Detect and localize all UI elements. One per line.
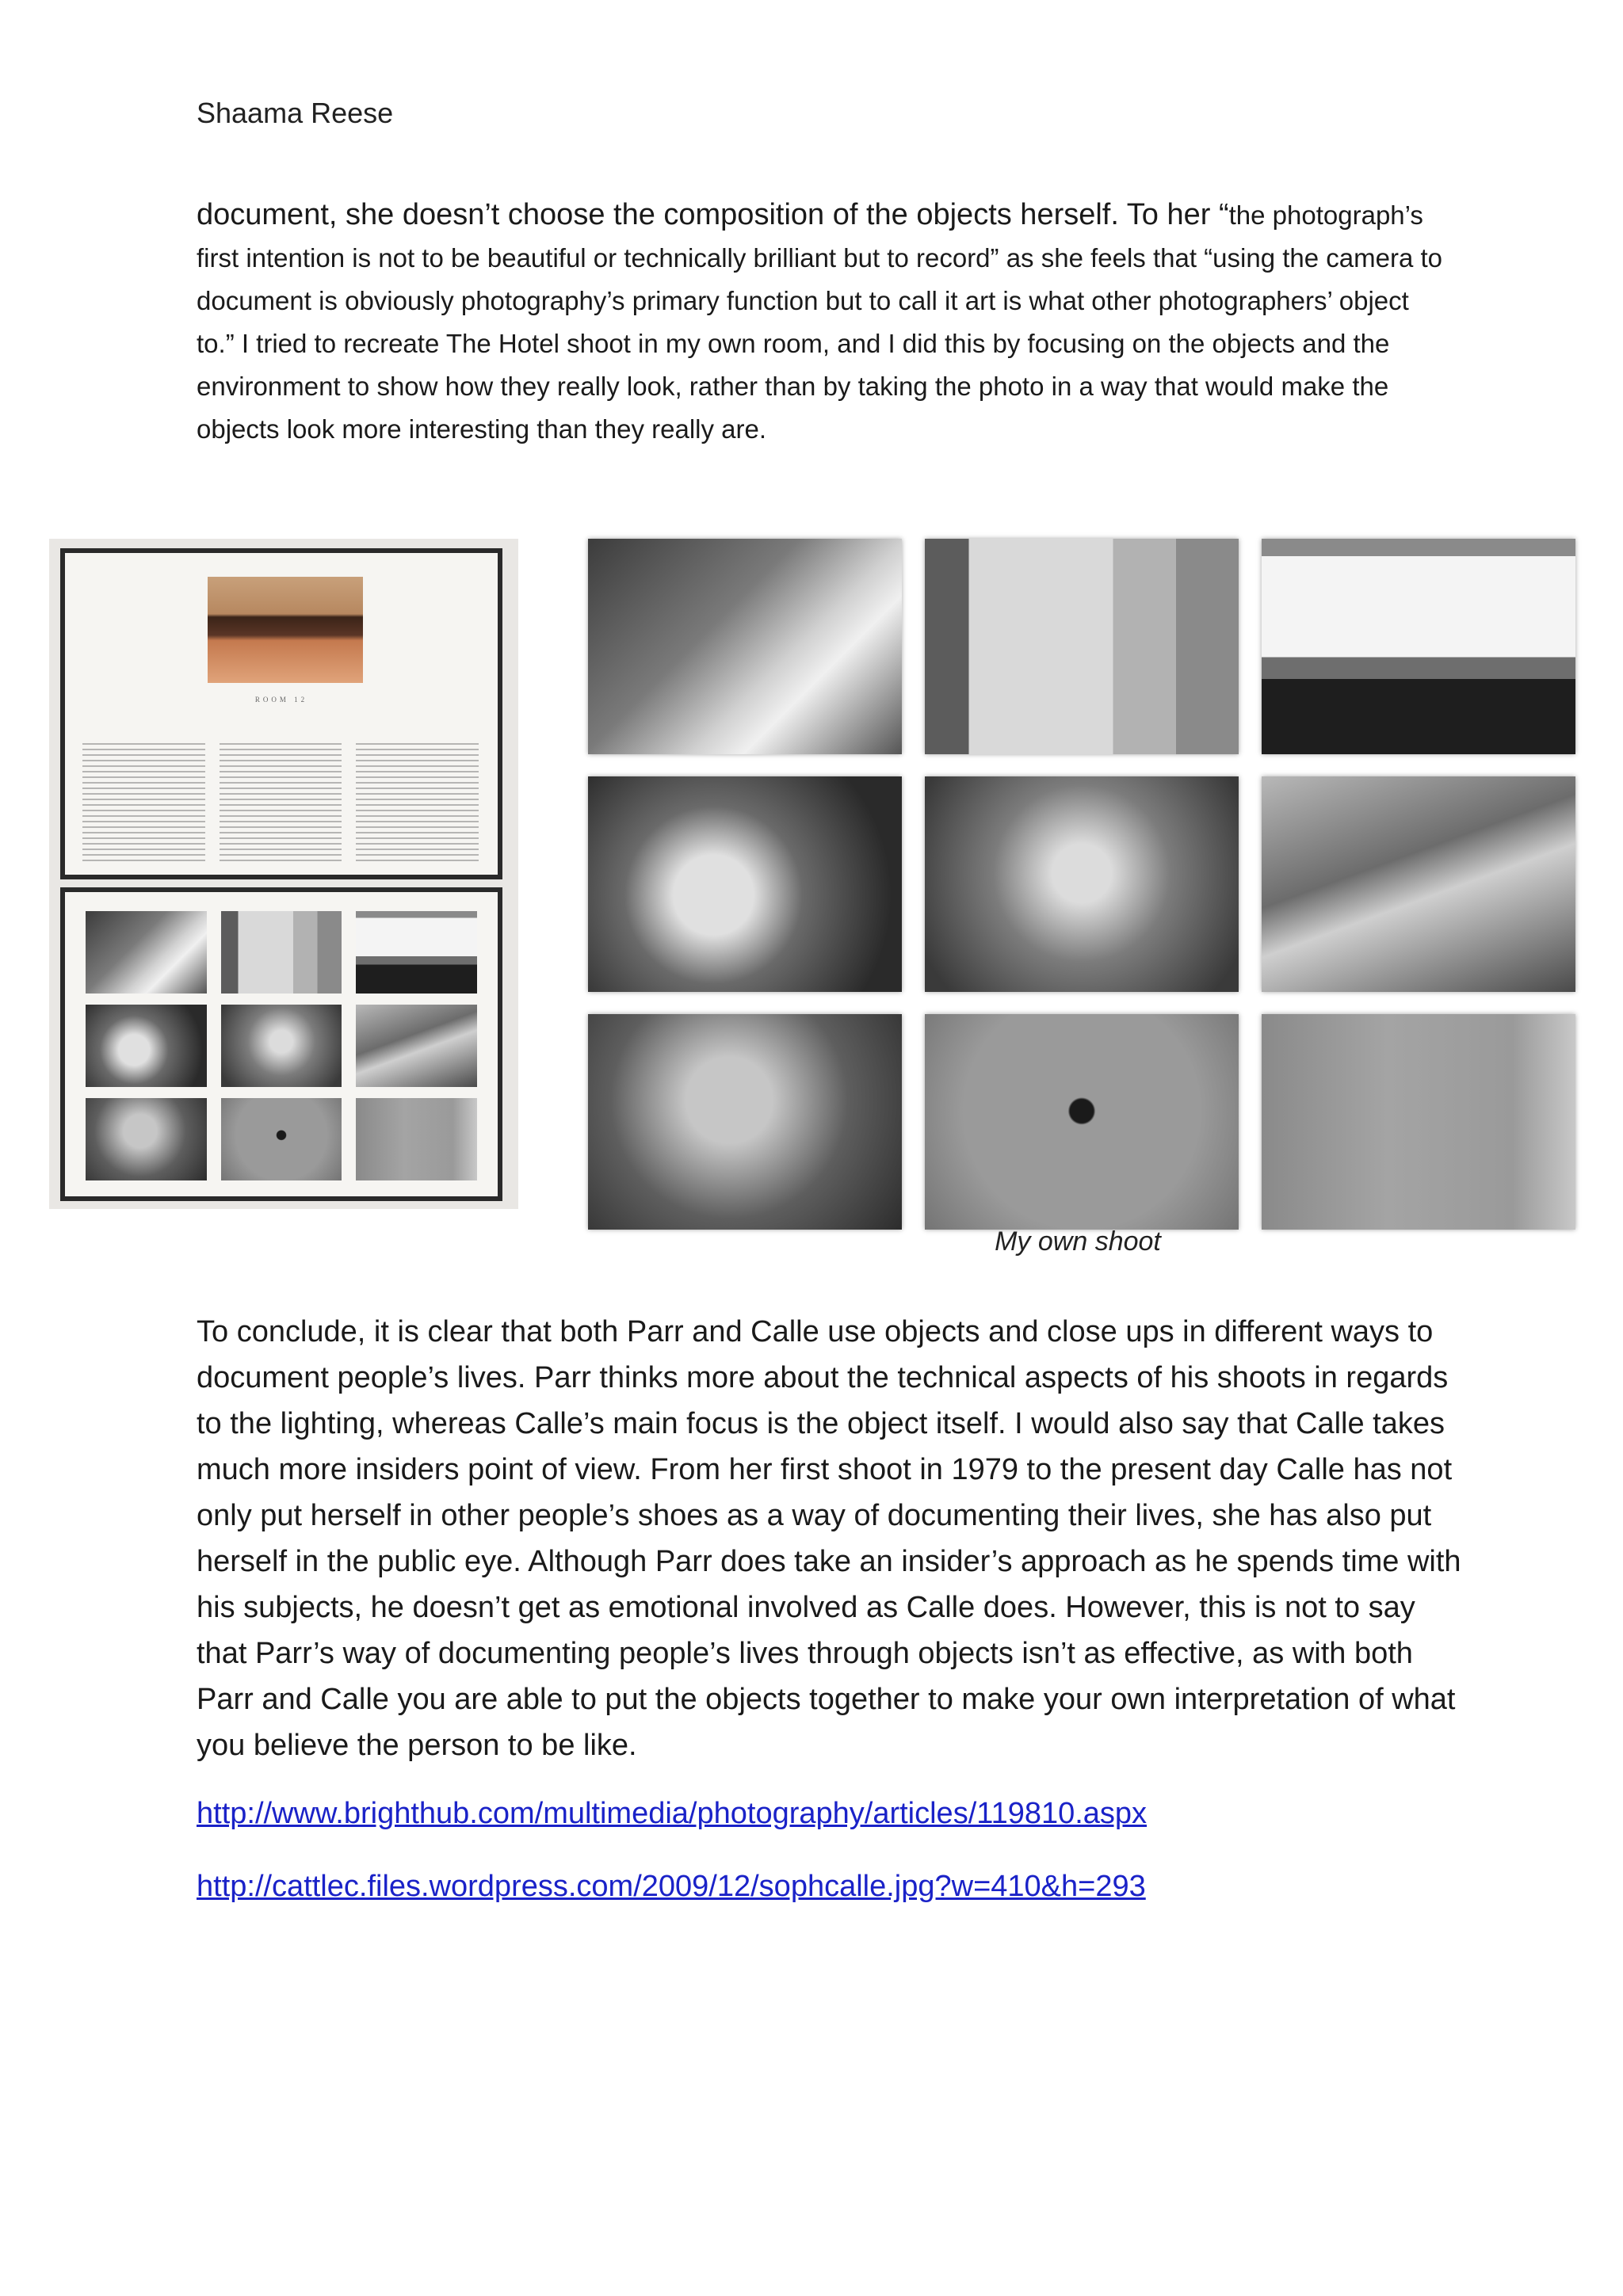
conclusion-paragraph: To conclude, it is clear that both Parr and Calle use objects and close ups in different ways to document people’s lives. Parr thinks more about the technical aspects of his shoots in regards to the lighting, whereas Calle’s main focus is the object itself. I would also say that Calle takes much more insiders point of view. From her first shoot in 1979 to the present day Calle has not only put herself in other people’s shoes as a way of documenting their lives, she has also put herself in the public eye. Although Parr does take an insider’s approach as he spends time with his subjects, he doesn’t get as emotional involved as Calle does. However, this is not to say that Parr’s way of documenting people’s lives through objects isn’t as effective, as with both Parr and Calle you are able to put the objects together to make your own interpretation of what you believe the person to be like. [197,1315,1461,1762]
text-column [82,743,205,862]
artwork-text-columns [82,743,479,862]
intro-rest: the photograph’s first intention is not to be beautiful or technically brilliant but to record” as she feels that “using the camera to document is obviously photography’s primary function but to call it art is what other photographers’ object to.” I tried to recreate The Hotel shoot in my own room, and I did this by focusing on the objects and the environment to show how they really look, rather than by taking the photo in a way that would make the objects look more interesting than they really are. [197,200,1442,444]
own-shoot-caption: My own shoot [995,1226,1161,1257]
artwork-bottom-frame [60,887,502,1201]
artwork-thumb [356,1098,477,1180]
artwork-thumb [86,1005,207,1087]
artwork-top-frame [60,548,502,879]
author-name: Shaama Reese [197,97,394,129]
bed-photo [208,577,363,683]
text-column [356,743,479,862]
photo-desk-items [925,776,1239,992]
photo-clothes-pile [588,776,902,992]
photo-dresser-cosmetics [1262,776,1575,992]
reference-link-wordpress[interactable]: http://cattlec.files.wordpress.com/2009/12/sophcalle.jpg?w=410&h=293 [197,1870,1146,1903]
photo-shower [925,539,1239,754]
text-column [220,743,342,862]
photo-wall-hanging [1262,1014,1575,1230]
artwork-thumb [221,911,342,994]
room-label: ROOM 12 [254,696,308,704]
artwork-thumb [86,911,207,994]
photo-bag-on-chair [588,1014,902,1230]
intro-paragraph [197,193,1449,451]
artwork-thumb [221,1005,342,1087]
intro-lead: document, she doesn’t choose the composition of the objects herself. To her “ [197,198,1229,231]
artwork-thumbnails [86,911,477,1180]
artwork-thumb [221,1098,342,1180]
artwork-thumb [356,1005,477,1087]
photo-windowsill-ornaments [1262,539,1575,754]
reference-link-brighthub[interactable]: http://www.brighthub.com/multimedia/photography/articles/119810.aspx [197,1797,1148,1830]
own-shoot-grid [588,539,1575,1219]
artwork-thumb [86,1098,207,1180]
artwork-thumb [356,911,477,994]
photo-wall-frame [925,1014,1239,1230]
photo-unmade-bed [588,539,902,754]
calle-hotel-artwork [49,539,518,1209]
